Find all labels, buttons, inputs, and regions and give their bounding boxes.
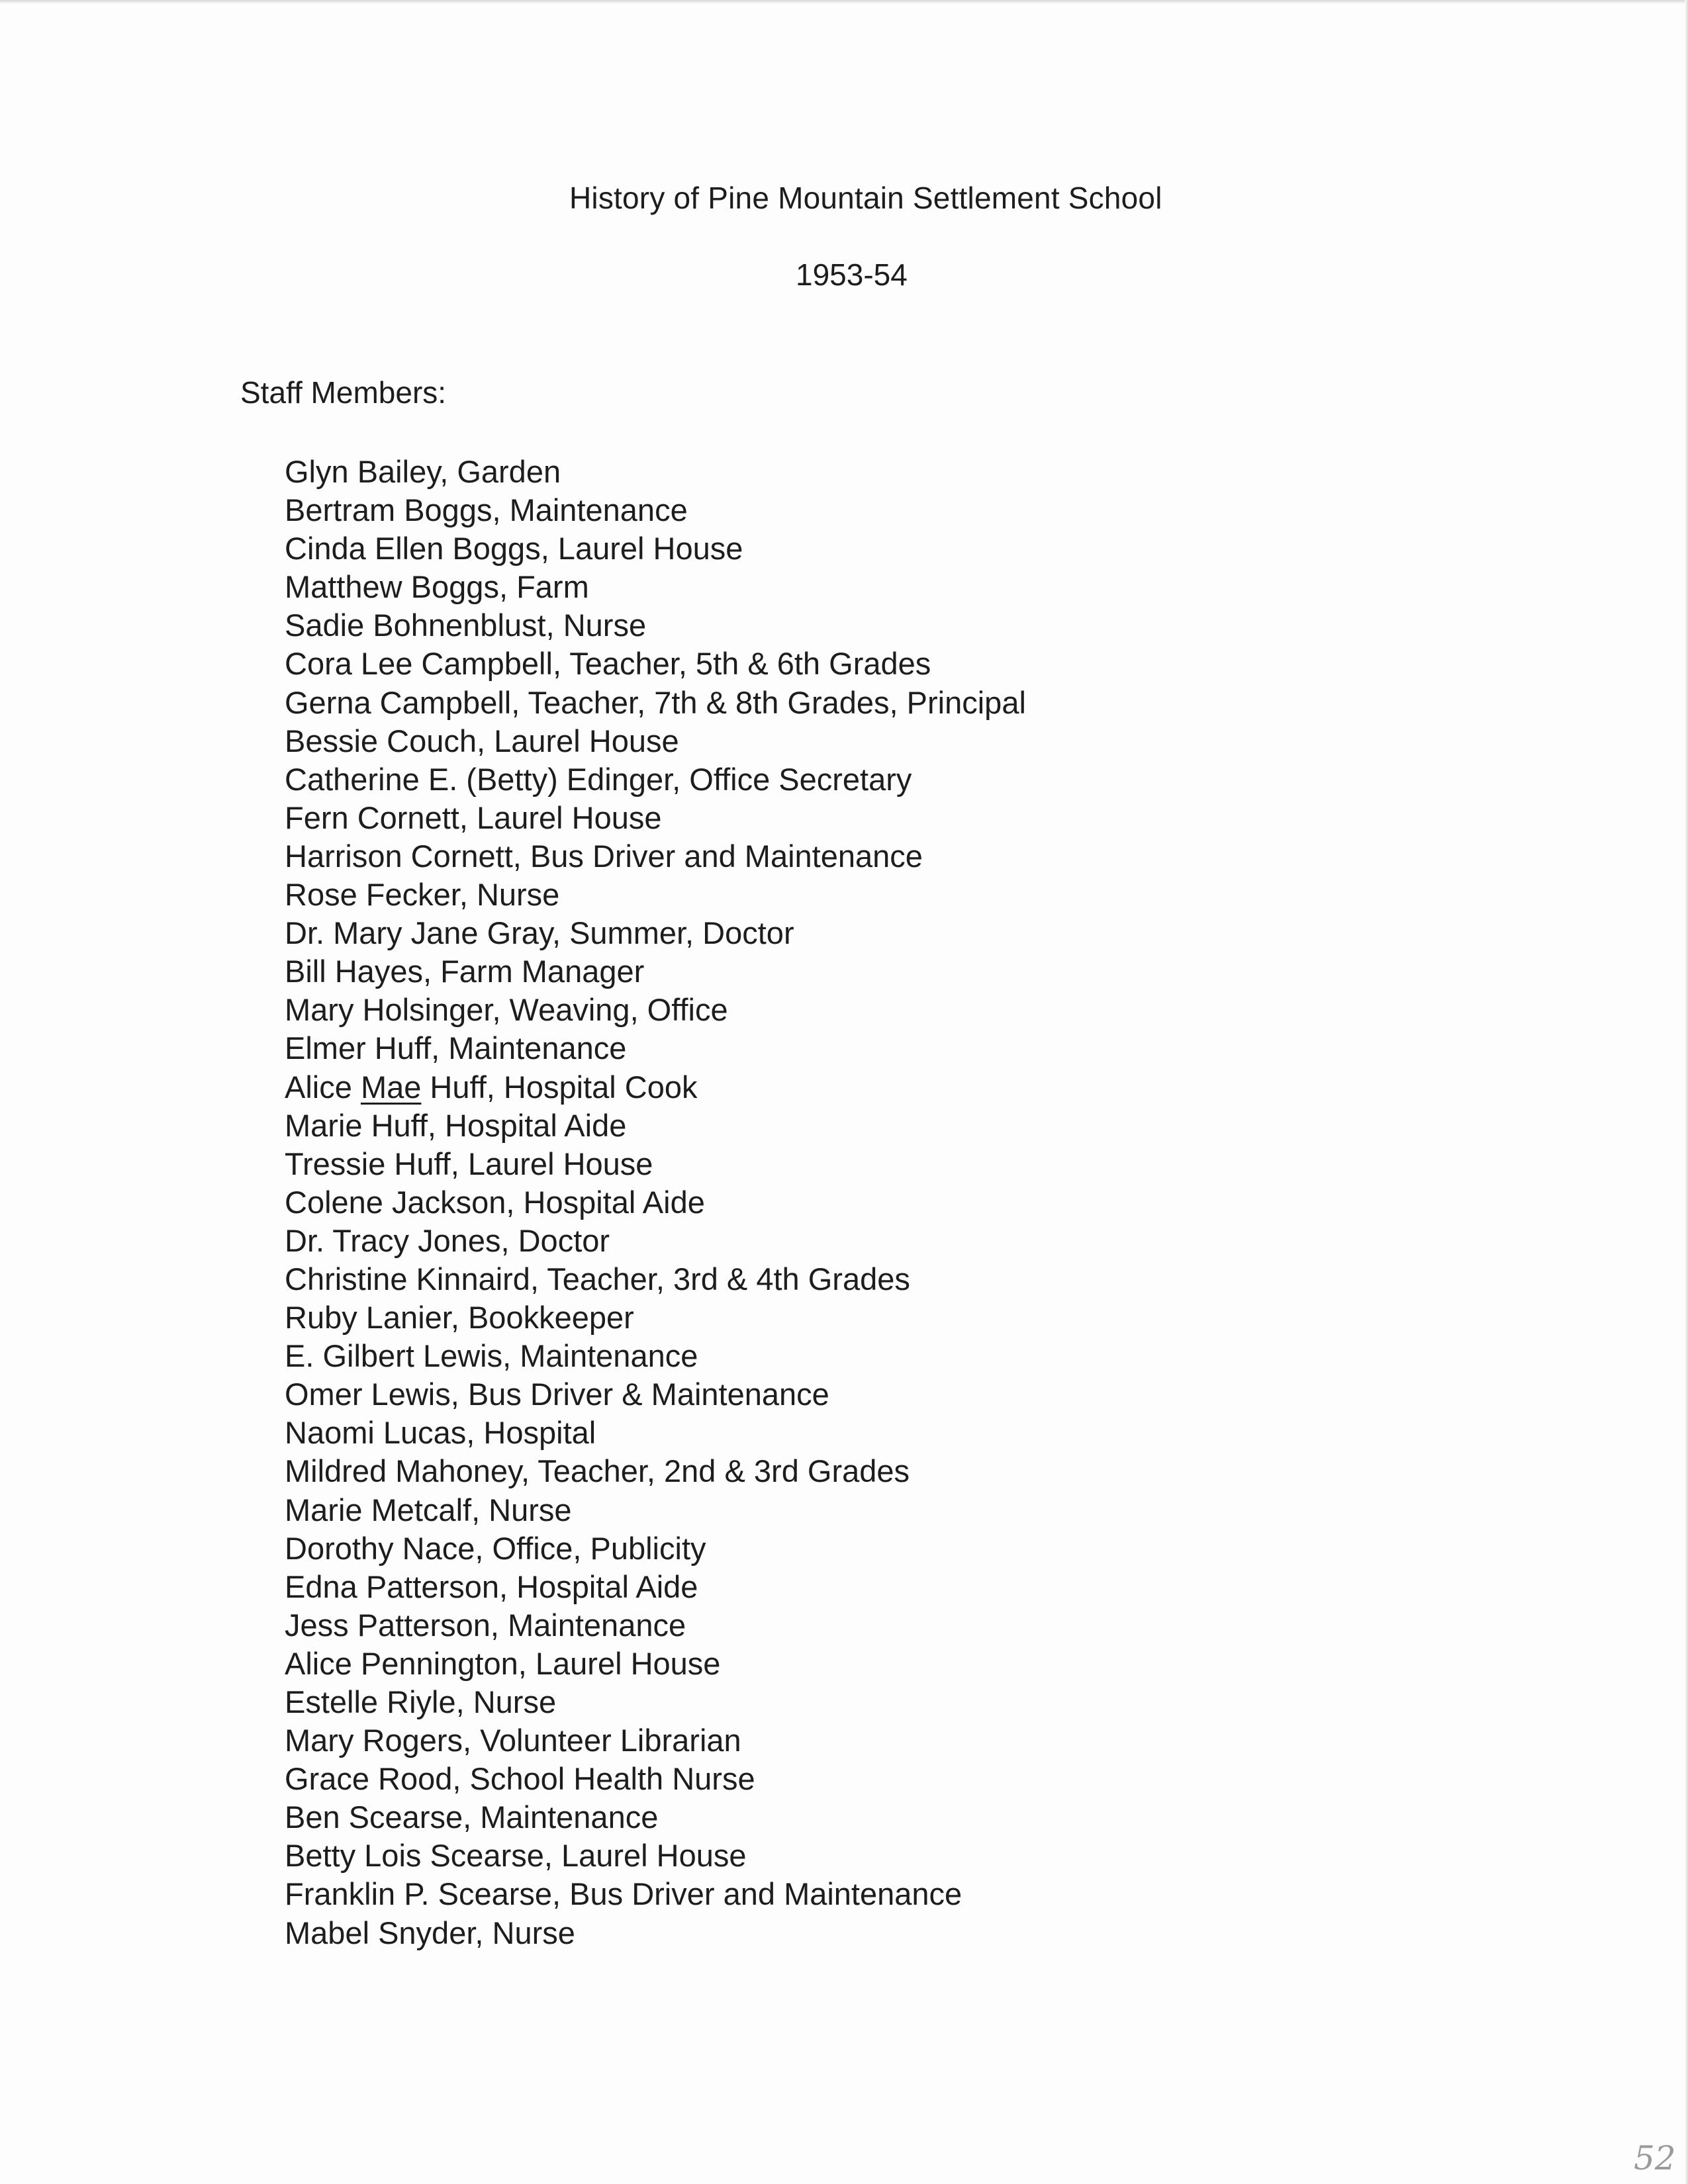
staff-list-item: Mary Rogers, Volunteer Librarian (285, 1723, 741, 1758)
staff-list-item: Jess Patterson, Maintenance (285, 1607, 686, 1643)
staff-list-item: Omer Lewis, Bus Driver & Maintenance (285, 1377, 829, 1412)
staff-list-item: Sadie Bohnenblust, Nurse (285, 608, 647, 643)
staff-list-item: Estelle Riyle, Nurse (285, 1684, 557, 1719)
staff-list-item: Bill Hayes, Farm Manager (285, 954, 645, 989)
staff-list-item: Mary Holsinger, Weaving, Office (285, 992, 728, 1028)
staff-list-item: Marie Huff, Hospital Aide (285, 1107, 627, 1143)
staff-list-item: Colene Jackson, Hospital Aide (285, 1184, 705, 1220)
staff-list-item: Rose Fecker, Nurse (285, 877, 560, 913)
staff-list-item: Dr. Mary Jane Gray, Summer, Doctor (285, 915, 794, 951)
staff-list-item: Franklin P. Scearse, Bus Driver and Maintenance (285, 1876, 962, 1912)
staff-list-item: Glyn Bailey, Garden (285, 454, 561, 489)
staff-list-item: Alice Pennington, Laurel House (285, 1645, 721, 1681)
staff-list-item: Dorothy Nace, Office, Publicity (285, 1530, 706, 1566)
staff-list-item: Tressie Huff, Laurel House (285, 1146, 653, 1181)
staff-list-item: Fern Cornett, Laurel House (285, 799, 662, 835)
staff-list-item: Harrison Cornett, Bus Driver and Maintenance (285, 838, 923, 874)
staff-list-item: Cinda Ellen Boggs, Laurel House (285, 531, 743, 567)
staff-list (285, 453, 1026, 1952)
staff-list-item: Christine Kinnaird, Teacher, 3rd & 4th Grades (285, 1261, 910, 1297)
name-part: Huff, Hospital Cook (421, 1069, 698, 1105)
staff-list-item: Grace Rood, School Health Nurse (285, 1761, 755, 1797)
scan-edge-top (0, 0, 1688, 4)
staff-list-item: Ben Scearse, Maintenance (285, 1799, 659, 1835)
staff-list-item: Bertram Boggs, Maintenance (285, 492, 688, 528)
staff-list-item: Betty Lois Scearse, Laurel House (285, 1838, 747, 1874)
staff-list-item: Cora Lee Campbell, Teacher, 5th & 6th Grades (285, 646, 931, 682)
staff-list-item: E. Gilbert Lewis, Maintenance (285, 1338, 698, 1374)
document-year: 1953-54 (796, 257, 908, 292)
staff-list-item: Catherine E. (Betty) Edinger, Office Secretary (285, 761, 912, 797)
staff-list-item: Mabel Snyder, Nurse (285, 1915, 575, 1950)
staff-list-item (285, 1068, 1026, 1107)
staff-list-item: Naomi Lucas, Hospital (285, 1415, 596, 1451)
scan-edge-right (1685, 0, 1688, 2184)
staff-list-item: Mildred Mahoney, Teacher, 2nd & 3rd Grades (285, 1453, 910, 1489)
staff-list-item: Ruby Lanier, Bookkeeper (285, 1300, 634, 1336)
staff-list-item: Elmer Huff, Maintenance (285, 1030, 627, 1066)
handwritten-page-number: 52 (1634, 2139, 1676, 2177)
staff-list-item: Bessie Couch, Laurel House (285, 723, 679, 758)
staff-list-item: Gerna Campbell, Teacher, 7th & 8th Grades, Principal (285, 684, 1026, 720)
document-title: History of Pine Mountain Settlement School (569, 181, 1162, 215)
underlined-name-part: Mae (360, 1069, 422, 1105)
staff-list-item: Matthew Boggs, Farm (285, 569, 589, 605)
name-part: Alice (285, 1069, 361, 1105)
staff-list-item: Dr. Tracy Jones, Doctor (285, 1222, 610, 1258)
staff-list-item: Marie Metcalf, Nurse (285, 1492, 572, 1527)
staff-section-heading: Staff Members: (240, 375, 447, 410)
staff-list-item: Edna Patterson, Hospital Aide (285, 1569, 698, 1604)
